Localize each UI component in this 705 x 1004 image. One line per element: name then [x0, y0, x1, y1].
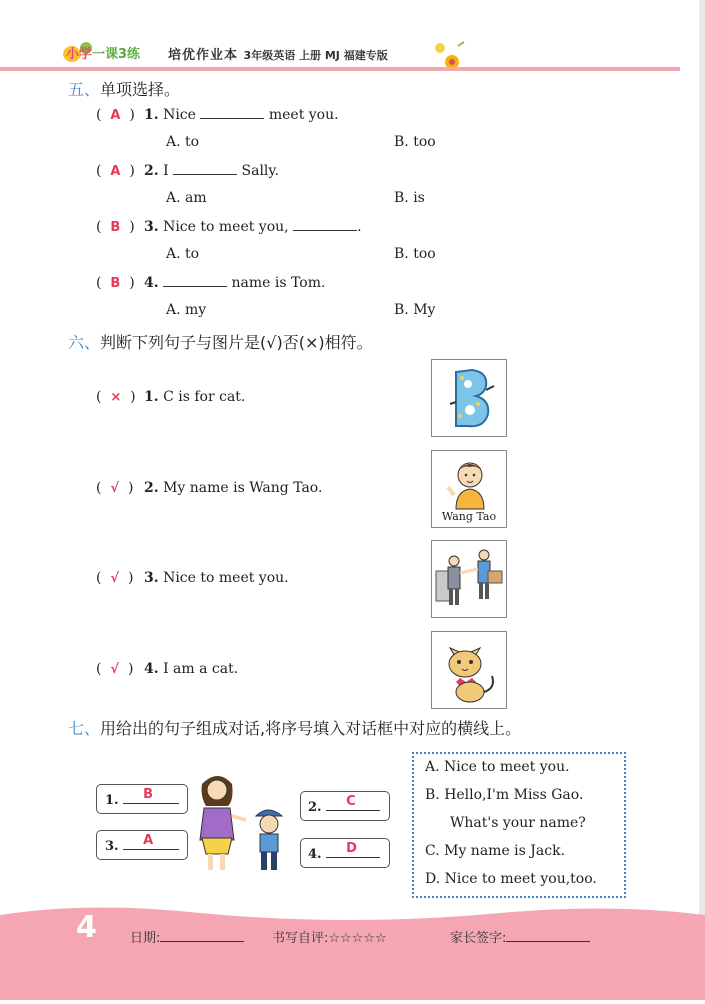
section-7-title: 七、用给出的句子组成对话,将序号填入对话框中对应的横线上。: [68, 719, 522, 738]
s5-q3-option-b: B. too: [394, 246, 436, 262]
s5-q4-option-a: A. my: [166, 302, 207, 318]
answer: √: [110, 481, 120, 496]
footer-band: [0, 905, 705, 1000]
date-field: 日期:: [130, 927, 244, 946]
answer: B: [110, 220, 121, 235]
dialogue-option-d: D. Nice to meet you,too.: [425, 871, 597, 887]
blank-line[interactable]: [173, 162, 237, 175]
star-rating[interactable]: ☆☆☆☆☆: [328, 931, 387, 946]
answer: ×: [110, 390, 122, 405]
cat-picture: [431, 631, 507, 709]
brand-logo: 小学一课3练: [66, 47, 141, 62]
blank-line[interactable]: [163, 274, 227, 287]
s5-q2-option-a: A. am: [166, 190, 207, 206]
bubble-3-text: 3. A: [105, 837, 179, 854]
answer: A: [110, 164, 121, 179]
header-divider: [0, 67, 680, 71]
date-line[interactable]: [160, 929, 244, 942]
bubble-2-text: 2. C: [308, 798, 380, 815]
s5-q3-option-a: A. to: [166, 246, 200, 262]
dialogue-option-a: A. Nice to meet you.: [425, 759, 570, 775]
dialogue-option-b-cont: What's your name?: [450, 815, 586, 831]
answer: √: [110, 571, 120, 586]
blank-line[interactable]: [293, 218, 357, 231]
header-subtitle: 3年级英语 上册 MJ 福建专版: [243, 49, 388, 62]
answer: A: [110, 108, 121, 123]
page-edge: [699, 0, 705, 1000]
s5-question-2: ( A ) 2. I Sally.: [96, 163, 279, 179]
section-6-title: 六、判断下列句子与图片是(√)否(×)相符。: [68, 333, 373, 352]
bubble-2-blank[interactable]: C: [326, 798, 380, 811]
bubble-4-text: 4. D: [308, 845, 380, 862]
s5-q1-option-a: A. to: [166, 134, 200, 150]
s5-q2-option-b: B. is: [394, 190, 425, 206]
letter-b-picture: [431, 359, 507, 437]
bubble-4-blank[interactable]: D: [326, 845, 380, 858]
parent-sign-field: 家长签字:: [450, 927, 590, 946]
s5-question-1: ( A ) 1. Nice meet you.: [96, 107, 339, 123]
teacher-and-boy-illustration: [188, 770, 303, 878]
s6-question-4: ( √ ) 4. I am a cat.: [96, 661, 239, 677]
page-number: 4: [76, 910, 97, 945]
greeting-picture: [431, 540, 507, 618]
dialogue-option-b: B. Hello,I'm Miss Gao.: [425, 787, 584, 803]
section-5-title: 五、单项选择。: [68, 80, 181, 99]
answer: B: [110, 276, 121, 291]
blank-line[interactable]: [200, 106, 264, 119]
bubble-3-blank[interactable]: A: [123, 837, 179, 850]
s5-q1-option-b: B. too: [394, 134, 436, 150]
s6-question-2: ( √ ) 2. My name is Wang Tao.: [96, 480, 323, 496]
header-title: 培优作业本 3年级英语 上册 MJ 福建专版: [168, 48, 388, 63]
answer: √: [110, 662, 120, 677]
self-eval-field: 书写自评:☆☆☆☆☆: [272, 931, 387, 946]
parent-sign-line[interactable]: [506, 929, 590, 942]
bubble-1-text: 1. B: [105, 791, 179, 808]
s5-q4-option-b: B. My: [394, 302, 436, 318]
s6-question-3: ( √ ) 3. Nice to meet you.: [96, 570, 289, 586]
wang-tao-caption: Wang Tao: [441, 510, 497, 523]
s6-question-1: ( × ) 1. C is for cat.: [96, 389, 246, 405]
s5-question-3: ( B ) 3. Nice to meet you, .: [96, 219, 362, 235]
bubble-1-blank[interactable]: B: [123, 791, 179, 804]
dialogue-option-c: C. My name is Jack.: [425, 843, 566, 859]
s5-question-4: ( B ) 4. name is Tom.: [96, 275, 326, 291]
